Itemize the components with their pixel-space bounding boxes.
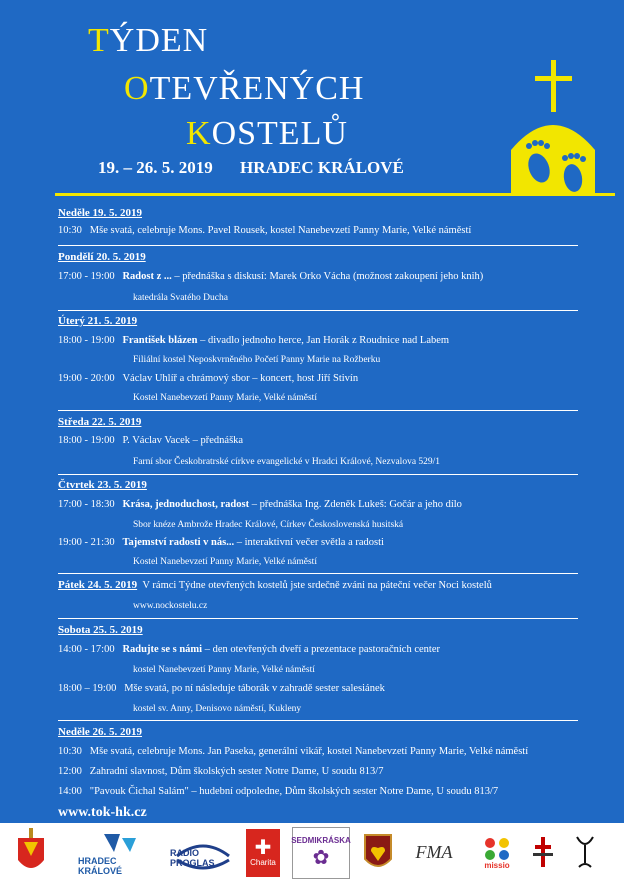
charita-logo [243,823,283,882]
cross-icon: ✚ [254,837,272,859]
day-heading: Čtvrtek 23. 5. 2019 [58,479,147,491]
day-heading: Neděle 26. 5. 2019 [58,726,143,738]
event-line: 14:00 "Pavouk Čichal Salám" – hudební odpoledne, Dům školských sester Notre Dame, U soudu 813/7 [58,786,499,797]
event-venue: Kostel Nanebevzetí Panny Marie, Velké náměstí [133,393,317,403]
crest-icon [12,828,50,878]
diocese-crest-logo [10,823,52,882]
event-line: 19:00 - 20:00 Václav Uhlíř a chrámový sbor – koncert, host Jiří Stivín [58,373,359,384]
evangelical-logo [570,823,600,882]
event-line: 18:00 – 19:00 Mše svatá, po ní následuje táborák v zahradě sester salesiánek [58,683,385,694]
day-heading: Sobota 25. 5. 2019 [58,624,143,636]
day-heading: Středa 22. 5. 2019 [58,416,142,428]
event-city: HRADEC KRÁLOVÉ [240,158,404,177]
event-line: 14:00 - 17:00 Radujte se s námi – den otevřených dveří a prezentace pastoračních center [58,644,440,655]
sedmikraska-logo [292,823,350,882]
divider [58,720,578,721]
event-venue: katedrála Svatého Ducha [133,293,228,303]
ccsh-logo [528,823,558,882]
header-divider [55,193,615,196]
event-venue: Kostel Nanebevzetí Panny Marie, Velké náměstí [133,557,317,567]
divider [58,310,578,311]
flower-icon: ✿ [312,846,330,869]
event-line: Pátek 24. 5. 2019 V rámci Týdne otevřených kostelů jste srdečně zváni na páteční večer Noci kostelů [58,579,492,591]
day-heading: Neděle 19. 5. 2019 [58,207,143,219]
event-line: 17:00 - 19:00 Radost z ... – přednáška s diskusí: Marek Orko Vácha (možnost zakoupení jeho knih) [58,271,484,282]
event-venue: Sbor knéze Ambrože Hradec Králové, Církev Československá husitská [133,520,404,530]
heart-shield-icon [363,831,393,875]
event-venue: kostel sv. Anny, Denisovo náměstí, Kukleny [133,704,302,714]
website-link[interactable]: www.tok-hk.cz [58,805,147,820]
event-line: 10:30 Mše svatá, celebruje Mons. Jan Paseka, generální vikář, kostel Nanebevzetí Panny Marie, Velké náměstí [58,746,529,757]
event-line: 17:00 - 18:30 Krása, jednoduchost, radost – přednáška Ing. Zdeněk Lukeš: Gočár a jeho dílo [58,499,462,510]
missio-logo: missio [470,823,524,882]
title-line-1 [88,24,208,58]
divider [58,410,578,411]
radio-proglas-logo: RADIO PROGLAS [170,823,236,882]
hradec-kralove-logo: HRADEC KRÁLOVÉ [78,823,162,882]
event-venue: kostel Nanebevzetí Panny Marie, Velké náměstí [133,665,315,675]
title-line-3 [186,117,348,151]
event-dates: 19. – 26. 5. 2019 [98,158,213,177]
church-footprints-icon [505,60,601,200]
chalice-cup-icon [573,833,597,873]
title-rest: ÝDEN [109,22,209,59]
event-line: 19:00 - 21:30 Tajemství radosti v nás... – interaktivní večer světla a radosti [58,537,384,548]
event-line: 12:00 Zahradní slavnost, Dům školských sester Notre Dame, U soudu 813/7 [58,766,384,777]
event-venue: Filiální kostel Neposkvrněného Početí Panny Marie na Rožberku [133,355,381,365]
chalice-icon [531,835,555,871]
fma-logo: FMA [415,842,453,862]
event-line: 18:00 - 19:00 P. Václav Vacek – přednáška [58,435,244,446]
title-line-2 [124,72,364,106]
event-line: 18:00 - 19:00 František blázen – divadlo jednoho herce, Jan Horák z Roudnice nad Labem [58,335,450,346]
divider [58,573,578,574]
divider [58,474,578,475]
divider [58,245,578,246]
event-venue: Farní sbor Českobratrské církve evangelické v Hradci Králové, Nezvalova 529/1 [133,457,441,467]
divider [58,618,578,619]
day-heading: Pondělí 20. 5. 2019 [58,251,146,263]
sponsor-logos [0,823,624,882]
title-initial: O [124,70,150,107]
event-link[interactable]: www.nockostelu.cz [133,601,208,611]
title-rest: TEVŘENÝCH [149,70,365,107]
day-heading: Úterý 21. 5. 2019 [58,315,138,327]
sedmikraska-box: SEDMIKRÁSKA ✿ [292,827,350,879]
title-rest: OSTELŮ [211,115,348,152]
heart-emblem-logo [360,823,396,882]
city-mark-icon [100,830,140,856]
event-line: 10:30 Mše svatá, celebruje Mons. Pavel Rousek, kostel Nanebevzetí Panny Marie, Velké náměstí [58,225,472,236]
charita-box: ✚ Charita [246,829,280,877]
title-initial: T [88,22,110,59]
title-initial: K [186,115,212,152]
missio-mark-icon [482,835,512,861]
